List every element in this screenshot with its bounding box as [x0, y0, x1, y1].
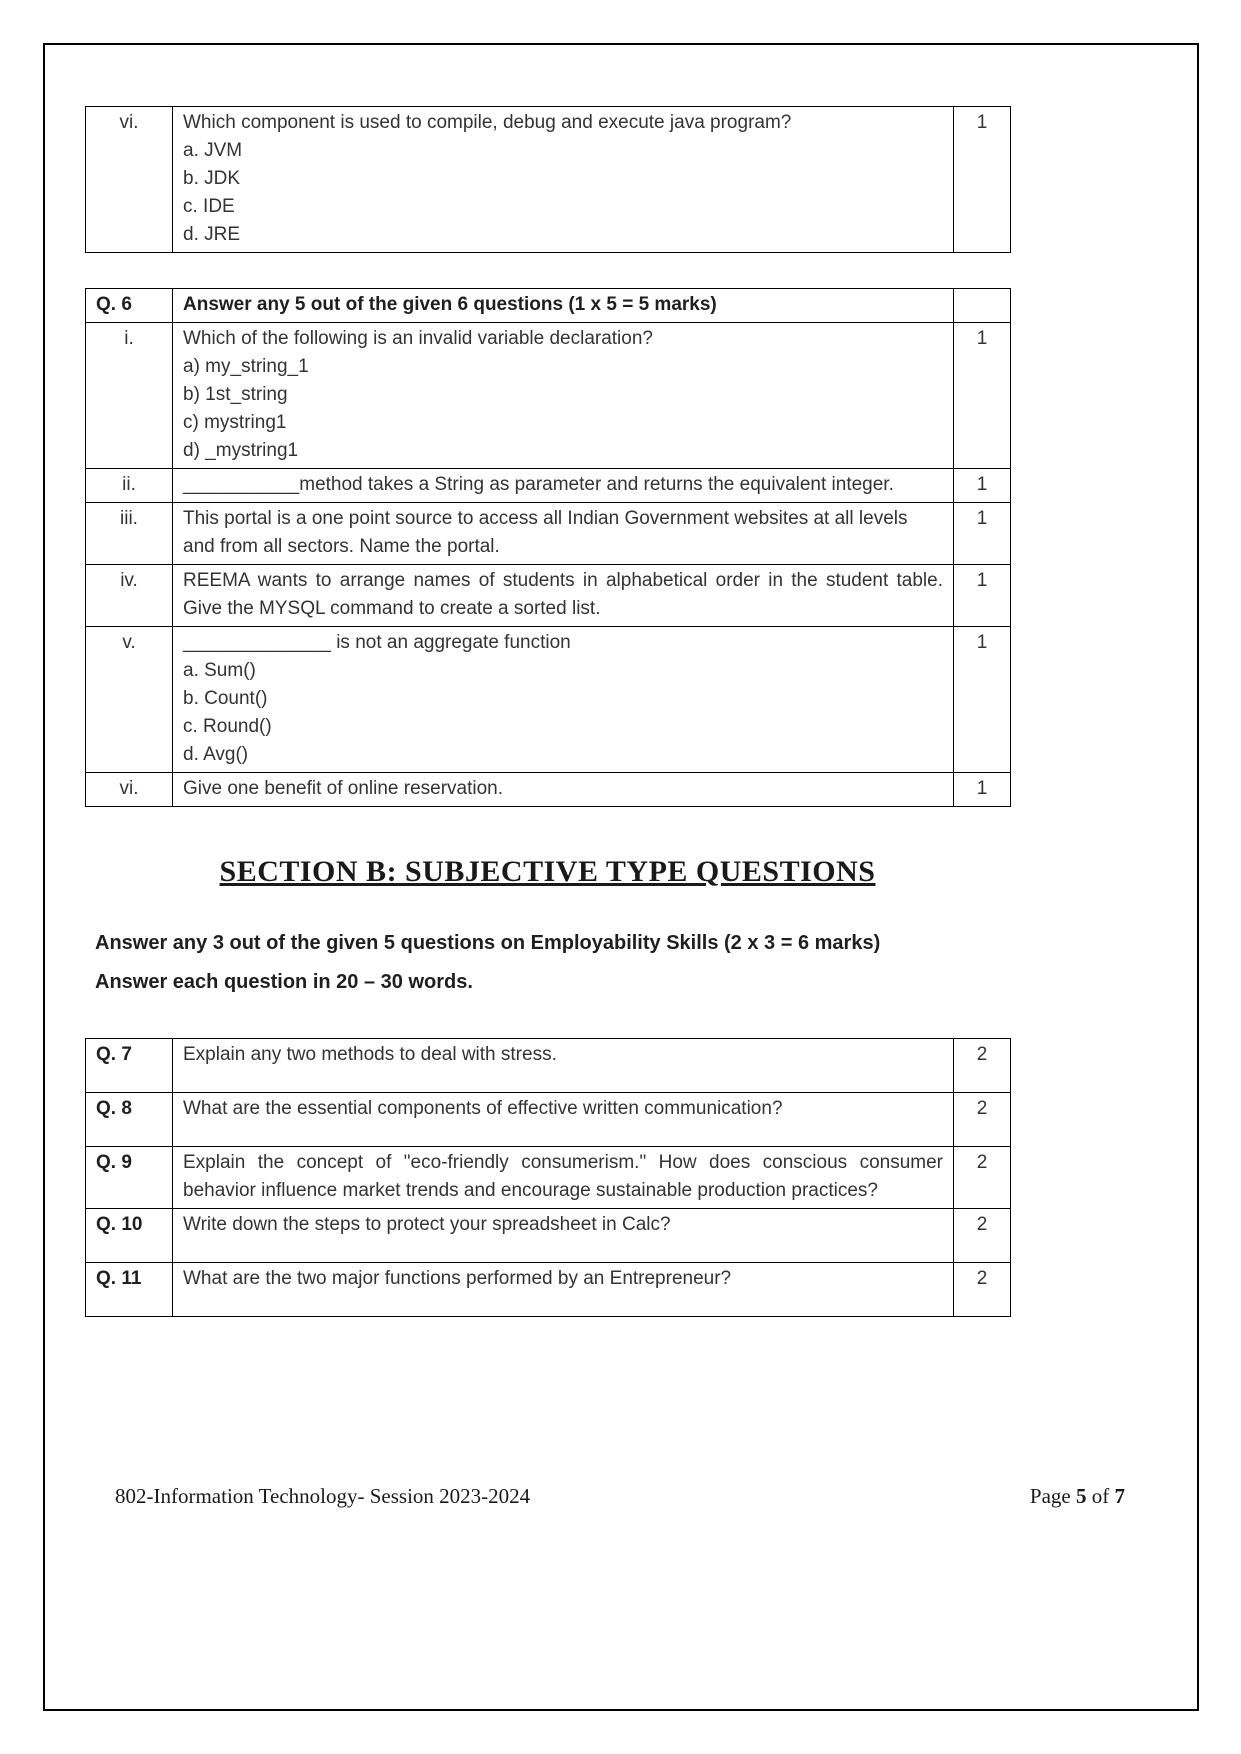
table-row: [86, 627, 1011, 773]
page-content: [85, 106, 1010, 1317]
table-row: [86, 503, 1011, 565]
question-number: iii.: [86, 503, 173, 565]
option-a: a) my_string_1: [183, 356, 309, 377]
table-row: [86, 107, 1011, 253]
marks-cell: 2: [954, 1093, 1011, 1147]
question-text: ______________ is not an aggregate function: [183, 632, 571, 653]
question-cell: [173, 503, 954, 565]
table-row: [86, 1147, 1011, 1209]
table-header-row: [86, 289, 1011, 323]
question-cell: Write down the steps to protect your spreadsheet in Calc?: [173, 1209, 954, 1263]
question-number: vi.: [86, 107, 173, 253]
section-b-instructions: [85, 929, 1010, 996]
marks-cell: 1: [954, 565, 1011, 627]
question-cell: What are the essential components of effective written communication?: [173, 1093, 954, 1147]
option-a: a. JVM: [183, 140, 243, 161]
subjective-questions-table: [85, 1038, 1011, 1317]
table-row: [86, 1093, 1011, 1147]
question-number: Q. 11: [86, 1263, 173, 1317]
question-number: iv.: [86, 565, 173, 627]
question-cell: [173, 627, 954, 773]
table-row: [86, 469, 1011, 503]
question-number: Q. 10: [86, 1209, 173, 1263]
marks-cell: 2: [954, 1039, 1011, 1093]
q6-table: [85, 288, 1011, 807]
question-cell: [173, 323, 954, 469]
instruction-line: Answer any 3 out of the given 5 questions on Employability Skills (2 x 3 = 6 marks): [95, 932, 881, 954]
question-number: Q. 6: [86, 289, 173, 323]
question-text: Which of the following is an invalid variable declaration?: [183, 328, 653, 349]
table-row: [86, 323, 1011, 469]
footer-document-title: 802-Information Technology- Session 2023-2024: [115, 1484, 531, 1508]
table-row: [86, 1209, 1011, 1263]
marks-cell: [954, 289, 1011, 323]
question-text: Give one benefit of online reservation.: [183, 778, 504, 799]
question-number: vi.: [86, 773, 173, 807]
question-cell: [173, 773, 954, 807]
table-row: [86, 1263, 1011, 1317]
option-d: d. Avg(): [183, 744, 249, 765]
option-d: d) _mystring1: [183, 440, 299, 461]
option-b: b. JDK: [183, 168, 241, 189]
question-cell: [173, 107, 954, 253]
marks-cell: 1: [954, 323, 1011, 469]
marks-cell: 1: [954, 773, 1011, 807]
footer-page-number: 5: [1076, 1484, 1087, 1508]
question-cell: [173, 469, 954, 503]
marks-cell: 1: [954, 627, 1011, 773]
question-text: ___________method takes a String as parameter and returns the equivalent integer.: [183, 474, 894, 495]
option-a: a. Sum(): [183, 660, 256, 681]
option-c: c. Round(): [183, 716, 272, 737]
question-text: REEMA wants to arrange names of students in alphabetical order in the student table. Give the MYSQL command to create a sorted list.: [183, 570, 943, 619]
section-b-heading: SECTION B: SUBJECTIVE TYPE QUESTIONS: [219, 855, 876, 888]
marks-cell: 1: [954, 469, 1011, 503]
question-number: v.: [86, 627, 173, 773]
option-d: d. JRE: [183, 224, 241, 245]
option-c: c. IDE: [183, 196, 235, 217]
question-number: Q. 8: [86, 1093, 173, 1147]
table-row: [86, 1039, 1011, 1093]
question-text: Which component is used to compile, debug and execute java program?: [183, 112, 792, 133]
option-b: b) 1st_string: [183, 384, 288, 405]
table-row: [86, 773, 1011, 807]
instruction-line: Answer each question in 20 – 30 words.: [95, 971, 473, 993]
question-number: Q. 9: [86, 1147, 173, 1209]
option-b: b. Count(): [183, 688, 268, 709]
footer-page-total: 7: [1114, 1484, 1125, 1508]
question-cell: What are the two major functions performed by an Entrepreneur?: [173, 1263, 954, 1317]
marks-cell: 1: [954, 503, 1011, 565]
objective-table-continuation: [85, 106, 1011, 253]
question-number: Q. 7: [86, 1039, 173, 1093]
question-number: i.: [86, 323, 173, 469]
marks-cell: 1: [954, 107, 1011, 253]
question-cell: Explain any two methods to deal with stress.: [173, 1039, 954, 1093]
section-instruction: Answer any 5 out of the given 6 questions (1 x 5 = 5 marks): [173, 289, 954, 323]
table-row: [86, 565, 1011, 627]
marks-cell: 2: [954, 1209, 1011, 1263]
footer-of-word: of: [1086, 1484, 1115, 1508]
marks-cell: 2: [954, 1147, 1011, 1209]
question-cell: Explain the concept of "eco-friendly consumerism." How does conscious consumer behavior influence market trends and encourage sustainable production practices?: [173, 1147, 954, 1209]
option-c: c) mystring1: [183, 412, 287, 433]
footer-page-indicator: [1030, 1484, 1125, 1509]
marks-cell: 2: [954, 1263, 1011, 1317]
question-text: This portal is a one point source to access all Indian Government websites at all levels and from all sectors. Name the portal.: [183, 508, 908, 557]
footer-page-word: Page: [1029, 1484, 1076, 1508]
question-cell: [173, 565, 954, 627]
question-number: ii.: [86, 469, 173, 503]
